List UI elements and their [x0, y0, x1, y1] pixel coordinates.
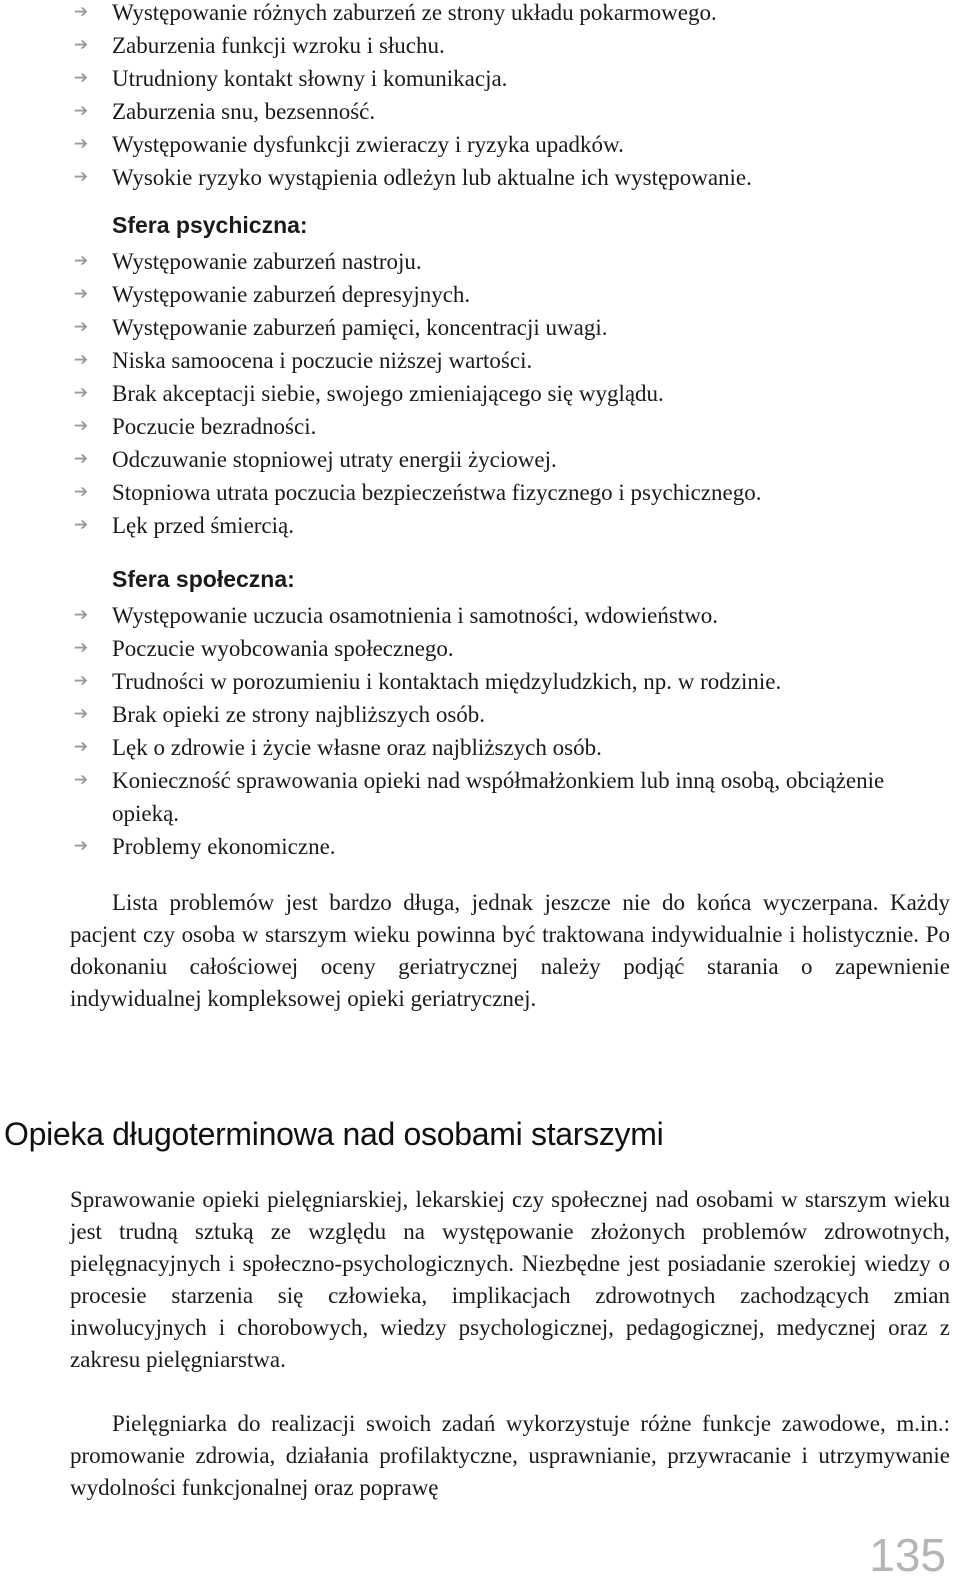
psych-item-text: Występowanie zaburzeń depresyjnych. [112, 282, 471, 307]
arrow-right-icon: ➔ [73, 737, 89, 757]
page-number: 135 [869, 1529, 946, 1581]
physical-item [70, 0, 950, 29]
psych-item-text: Stopniowa utrata poczucia bezpieczeństwa fizycznego i psychicznego. [112, 480, 762, 505]
psych-item [70, 476, 950, 509]
social-item-text: Poczucie wyobcowania społecznego. [112, 636, 454, 661]
physical-item [70, 62, 950, 95]
psych-list [70, 245, 950, 542]
social-item [70, 665, 950, 698]
social-item-text: Brak opieki ze strony najbliższych osób. [112, 702, 486, 727]
physical-item-text: Zaburzenia funkcji wzroku i słuchu. [112, 33, 445, 58]
arrow-right-icon: ➔ [73, 35, 89, 55]
arrow-right-icon: ➔ [73, 671, 89, 691]
arrow-right-icon: ➔ [73, 284, 89, 304]
arrow-right-icon: ➔ [73, 251, 89, 271]
social-item [70, 632, 950, 665]
social-item-text: Trudności w porozumieniu i kontaktach międzyludzkich, np. w rodzinie. [112, 669, 782, 694]
psych-item [70, 377, 950, 410]
arrow-right-icon: ➔ [73, 134, 89, 154]
arrow-right-icon: ➔ [73, 167, 89, 187]
psych-item-text: Występowanie zaburzeń pamięci, koncentracji uwagi. [112, 315, 608, 340]
arrow-right-icon: ➔ [73, 350, 89, 370]
psych-item [70, 245, 950, 278]
psych-item [70, 509, 950, 542]
arrow-right-icon: ➔ [73, 770, 89, 790]
arrow-right-icon: ➔ [73, 836, 89, 856]
social-item [70, 698, 950, 731]
physical-list [70, 0, 950, 194]
arrow-right-icon: ➔ [73, 383, 89, 403]
physical-item-text: Zaburzenia snu, bezsenność. [112, 99, 376, 124]
social-item [70, 830, 950, 863]
social-item [70, 764, 950, 830]
arrow-right-icon: ➔ [73, 515, 89, 535]
physical-item-text: Utrudniony kontakt słowny i komunikacja. [112, 66, 508, 91]
arrow-right-icon: ➔ [73, 101, 89, 121]
psych-heading: Sfera psychiczna: [112, 212, 308, 238]
psych-item [70, 410, 950, 443]
social-item-text: Lęk o zdrowie i życie własne oraz najbliższych osób. [112, 735, 602, 760]
psych-item-text: Niska samoocena i poczucie niższej wartości. [112, 348, 533, 373]
psych-item [70, 443, 950, 476]
social-item [70, 731, 950, 764]
social-item-text: Problemy ekonomiczne. [112, 834, 336, 859]
physical-item-text: Występowanie dysfunkcji zwieraczy i ryzyka upadków. [112, 132, 624, 157]
social-item-text: Występowanie uczucia osamotnienia i samotności, wdowieństwo. [112, 603, 719, 628]
psych-item-text: Występowanie zaburzeń nastroju. [112, 249, 422, 274]
psych-item-text: Lęk przed śmiercią. [112, 513, 294, 538]
social-item [70, 599, 950, 632]
summary-paragraph: Lista problemów jest bardzo długa, jednak jeszcze nie do końca wyczerpana. Każdy pacjent czy osoba w starszym wieku powinna być traktowana indywidualnie i holistycznie. Po dokonaniu całościowej oceny geriatrycznej należy podjąć starania o zapewnienie indywidualnej kompleksowej opieki geriatrycznej. [70, 890, 950, 1011]
section-title: Opieka długoterminowa nad osobami starszymi [4, 1116, 664, 1152]
arrow-right-icon: ➔ [73, 416, 89, 436]
arrow-right-icon: ➔ [73, 2, 89, 22]
physical-item-text: Wysokie ryzyko wystąpienia odleżyn lub aktualne ich występowanie. [112, 165, 752, 190]
social-item-text: Konieczność sprawowania opieki nad współmałżonkiem lub inną osobą, obciążenie opieką. [112, 768, 885, 826]
physical-item [70, 128, 950, 161]
psych-item-text: Poczucie bezradności. [112, 414, 317, 439]
arrow-right-icon: ➔ [73, 449, 89, 469]
arrow-right-icon: ➔ [73, 317, 89, 337]
psych-item-text: Odczuwanie stopniowej utraty energii życiowej. [112, 447, 557, 472]
psych-item-text: Brak akceptacji siebie, swojego zmieniającego się wyglądu. [112, 381, 664, 406]
section-paragraph-2: Pielęgniarka do realizacji swoich zadań wykorzystuje różne funkcje zawodowe, m.in.: promowanie zdrowia, działania profilaktyczne, usprawnianie, przywracanie i utrzymywanie wydolności funkcjonalnej oraz poprawę [70, 1411, 950, 1500]
psych-item [70, 311, 950, 344]
arrow-right-icon: ➔ [73, 482, 89, 502]
social-heading: Sfera społeczna: [112, 566, 295, 592]
physical-item [70, 95, 950, 128]
physical-item [70, 29, 950, 62]
arrow-right-icon: ➔ [73, 68, 89, 88]
arrow-right-icon: ➔ [73, 704, 89, 724]
psych-item [70, 278, 950, 311]
physical-item-text: Występowanie różnych zaburzeń ze strony układu pokarmowego. [112, 0, 717, 25]
arrow-right-icon: ➔ [73, 638, 89, 658]
arrow-right-icon: ➔ [73, 605, 89, 625]
section-paragraph-1: Sprawowanie opieki pielęgniarskiej, lekarskiej czy społecznej nad osobami w starszym wieku jest trudną sztuką ze względu na występowanie złożonych problemów zdrowotnych, pielęgnacyjnych i społeczno-psychologicznych. Niezbędne jest posiadanie szerokiej wiedzy o procesie starzenia się człowieka, implikacjach zdrowotnych zachodzących zmian inwolucyjnych i chorobowych, wiedzy psychologicznej, pedagogicznej, medycznej oraz z zakresu pielęgniarstwa. [70, 1187, 950, 1372]
social-list [70, 599, 950, 863]
physical-item [70, 161, 950, 194]
psych-item [70, 344, 950, 377]
